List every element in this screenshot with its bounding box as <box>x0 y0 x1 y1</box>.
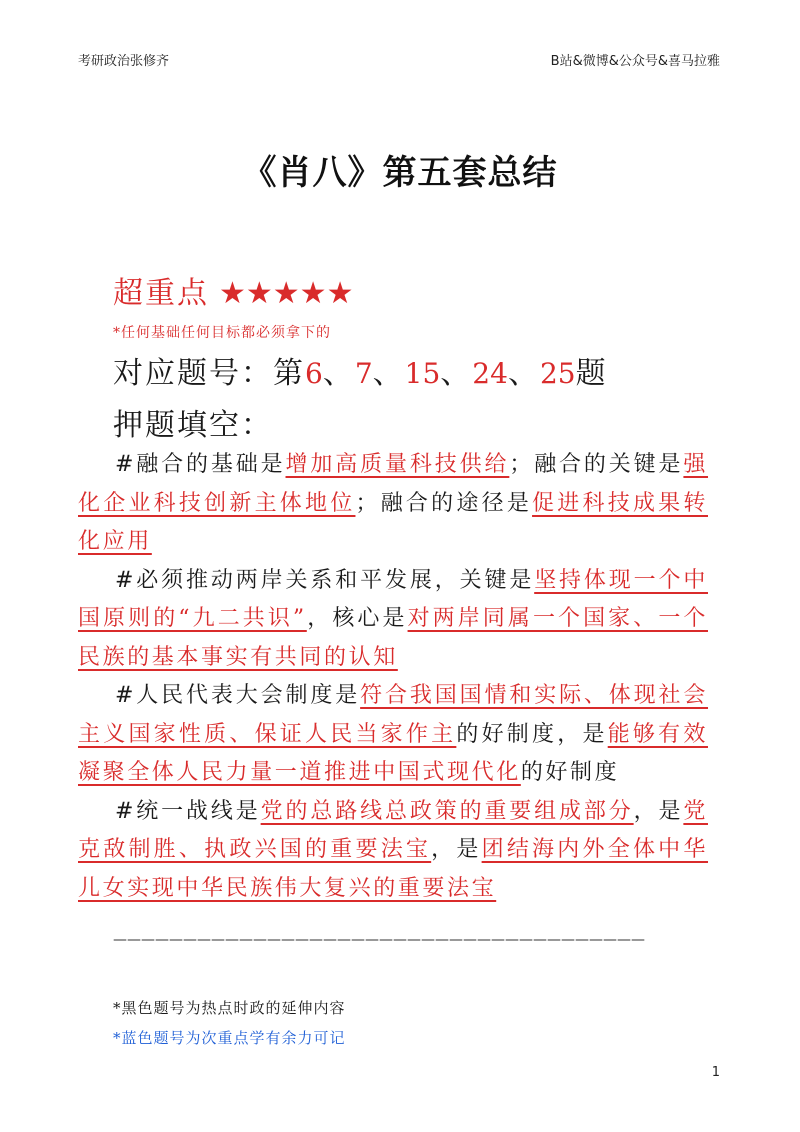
paragraph-text: #人民代表大会制度是 <box>115 683 361 708</box>
answer-blank: 坚持体现一个中国原则的“九二共识” <box>78 567 708 631</box>
header-platforms: B站&微博&公众号&喜马拉雅 <box>550 54 720 69</box>
paragraph-text: #统一战线是 <box>115 798 261 824</box>
qnum-sep: 、 <box>322 356 355 391</box>
answer-blank: 能够有效凝聚全体人民力量一道推进中国式现代化 <box>78 721 708 785</box>
paragraph-text: ，是 <box>633 798 684 824</box>
answer-blank: 增加高质量科技供给 <box>285 452 510 477</box>
section-note: *任何基础任何目标都必须拿下的 <box>113 325 331 341</box>
paragraph-text: ；融合的关键是 <box>509 452 684 477</box>
qnum-item: 15 <box>404 357 441 390</box>
paragraph-cross-strait <box>78 562 708 678</box>
qnum-item: 6 <box>305 357 323 390</box>
paragraph-text: #融合的基础是 <box>115 452 286 477</box>
fill-in-heading: 押题填空： <box>113 408 273 443</box>
paragraph-text: ，是 <box>431 837 482 862</box>
page-title: 《肖八》第五套总结 <box>242 153 558 193</box>
paragraph-text: ，核心是 <box>306 606 408 631</box>
answer-blank: 强化企业科技创新主体地位 <box>78 452 709 516</box>
footnote-black: *黑色题号为热点时政的延伸内容 <box>113 999 346 1017</box>
paragraph-integration <box>78 446 708 562</box>
answer-blank: 党克敌制胜、执政兴国的重要法宝 <box>78 798 708 862</box>
answer-blank: 促进科技成果转化应用 <box>78 490 708 554</box>
answer-blank: 符合我国国情和实际、体现社会主义国家性质、保证人民当家作主 <box>78 683 709 747</box>
paragraph-text: ；融合的途径是 <box>355 490 533 516</box>
qnum-sep: 、 <box>372 356 405 391</box>
paragraph-text: 的好制度，是 <box>456 721 608 747</box>
footnote-blue: *蓝色题号为次重点学有余力可记 <box>113 1029 346 1047</box>
qnum-sep: 、 <box>507 356 540 391</box>
qnum-prefix: 对应题号：第 <box>113 356 305 391</box>
section-label: 超重点 <box>113 276 209 311</box>
qnum-item: 24 <box>472 357 508 390</box>
answer-blank: 党的总路线总政策的重要组成部分 <box>260 798 634 824</box>
fill-in-paragraphs <box>78 446 708 908</box>
answer-blank: 对两岸同属一个国家、一个民族的基本事实有共同的认知 <box>78 606 708 670</box>
page-number: 1 <box>711 1065 720 1080</box>
qnum-sep: 、 <box>440 356 473 391</box>
header-author: 考研政治张修齐 <box>78 54 170 69</box>
divider: —————————————————————————————————————— <box>113 932 645 948</box>
paragraph-text: 的好制度 <box>520 760 620 785</box>
qnum-suffix: 题 <box>575 356 608 391</box>
qnum-item: 7 <box>354 357 373 390</box>
qnum-item: 25 <box>539 357 576 390</box>
section-heading <box>113 268 353 312</box>
answer-blank: 团结海内外全体中华儿女实现中华民族伟大复兴的重要法宝 <box>78 837 709 901</box>
question-numbers <box>113 348 608 392</box>
paragraph-npc-system <box>78 677 708 793</box>
star-rating-icon: ★★★★★ <box>219 276 354 311</box>
paragraph-united-front <box>78 793 708 909</box>
paragraph-text: #必须推动两岸关系和平发展，关键是 <box>115 567 535 593</box>
